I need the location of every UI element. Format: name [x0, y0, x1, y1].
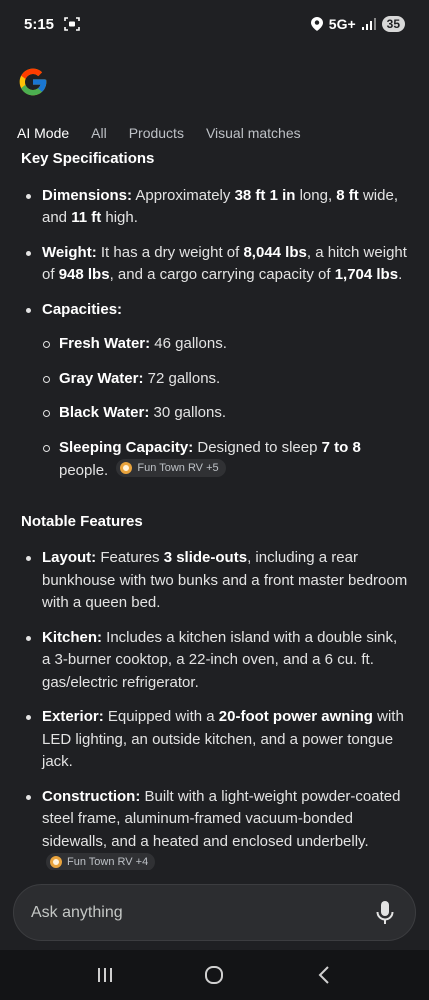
text-span: people. [59, 462, 109, 479]
ai-response-body [0, 146, 429, 870]
text-span: , and a cargo carrying capacity of [109, 266, 335, 283]
list-item-dimensions [21, 185, 409, 230]
gray-water-label: Gray Water: [59, 369, 144, 387]
list-item-exterior [21, 706, 409, 774]
microphone-icon[interactable] [375, 900, 395, 926]
bold-value: 8 ft [336, 186, 359, 204]
bold-value: 7 to 8 [321, 438, 361, 456]
home-button[interactable] [200, 961, 228, 989]
text-span: wide, and [42, 186, 398, 226]
list-item-kitchen [21, 627, 409, 695]
bold-value: 38 ft 1 in [234, 186, 296, 204]
text-span: Equipped with a [103, 708, 219, 725]
tab-ai-mode[interactable]: AI Mode [17, 125, 70, 141]
text-span: 30 gallons. [149, 404, 227, 421]
layout-label: Layout: [42, 549, 97, 566]
back-icon [317, 965, 331, 985]
back-button[interactable] [310, 961, 338, 989]
fresh-water-label: Fresh Water: [59, 335, 151, 352]
key-specs-heading: Key Specifications [21, 150, 155, 167]
list-item-capacities [21, 299, 409, 483]
dimensions-label: Dimensions: [42, 186, 133, 204]
location-icon [311, 17, 323, 31]
text-span: Designed to sleep [193, 438, 322, 456]
notable-features-list [21, 547, 409, 870]
construction-label: Construction: [42, 787, 141, 805]
source-favicon-icon [50, 856, 62, 868]
sleeping-capacity-label: Sleeping Capacity: [59, 438, 194, 456]
tab-visual-matches[interactable]: Visual matches [205, 125, 301, 141]
system-nav-bar [0, 950, 429, 1000]
text-span: high. [101, 209, 138, 226]
text-span: 72 gallons. [143, 369, 221, 387]
list-item-construction [21, 786, 409, 871]
capacities-label: Capacities: [42, 300, 123, 318]
text-span: , a hitch weight of [42, 243, 407, 283]
source-chip[interactable] [116, 459, 225, 477]
kitchen-label: Kitchen: [42, 628, 102, 646]
text-span: Includes a kitchen island with a double sink, a 3-burner cooktop, a 22-inch oven, and a 6 cu. ft. gas/electric refrigerator. [42, 628, 398, 691]
black-water-label: Black Water: [59, 404, 150, 421]
source-chip-label: Fun Town RV +5 [137, 462, 219, 474]
source-favicon-icon [120, 462, 132, 474]
bold-value: 20-foot power awning [218, 708, 373, 725]
search-tabs [0, 122, 429, 144]
text-span: It has a dry weight of [96, 243, 244, 261]
text-span: with LED lighting, an outside kitchen, and a power tongue jack. [42, 708, 404, 770]
sublist-item-sleeping-capacity [42, 437, 409, 483]
ask-placeholder: Ask anything [31, 903, 123, 921]
source-chip-label: Fun Town RV +4 [67, 856, 149, 868]
list-item-weight [21, 242, 409, 287]
google-logo-icon[interactable] [17, 66, 49, 98]
text-span: Built with a light-weight powder-coated steel frame, aluminum-framed vacuum-bonded sidewalls, and a heated and enclosed underbelly. [42, 787, 401, 850]
home-icon [204, 965, 224, 985]
text-span: long, [295, 186, 337, 204]
notable-features-heading: Notable Features [21, 512, 143, 530]
bold-value: 948 lbs [58, 266, 110, 283]
text-span: Features [96, 549, 164, 566]
tab-all[interactable]: All [91, 125, 107, 141]
status-time: 5:15 [24, 15, 55, 33]
status-bar [0, 0, 429, 48]
status-left [24, 16, 80, 33]
network-label: 5G+ [328, 16, 356, 32]
bold-value: 1,704 lbs [334, 266, 399, 283]
exterior-label: Exterior: [42, 708, 104, 725]
sublist-item-black-water [42, 402, 409, 425]
source-chip[interactable] [46, 853, 155, 870]
signal-icon [362, 18, 376, 30]
tab-products[interactable]: Products [128, 125, 184, 141]
text-span: 46 gallons. [150, 335, 227, 352]
status-right [311, 16, 405, 32]
recent-apps-button[interactable] [91, 961, 119, 989]
bold-value: 11 ft [71, 209, 102, 226]
bold-value: 3 slide-outs [163, 549, 248, 566]
sublist-item-fresh-water [42, 333, 409, 356]
text-span: , including a rear bunkhouse with two bunks and a front master bedroom with a queen bed. [42, 549, 408, 611]
capacities-sublist [42, 333, 409, 483]
list-item-layout [21, 547, 409, 615]
sublist-item-gray-water [42, 368, 409, 391]
text-span: . [398, 266, 403, 283]
screenshot-icon [64, 16, 80, 32]
key-specs-list [21, 185, 409, 483]
bold-value: 8,044 lbs [243, 243, 307, 261]
battery-badge: 35 [382, 16, 405, 32]
recent-apps-icon [96, 966, 114, 984]
ask-anything-input[interactable] [13, 884, 416, 941]
text-span: Approximately [132, 186, 235, 204]
weight-label: Weight: [42, 243, 97, 261]
ai-response-content[interactable] [0, 146, 429, 870]
